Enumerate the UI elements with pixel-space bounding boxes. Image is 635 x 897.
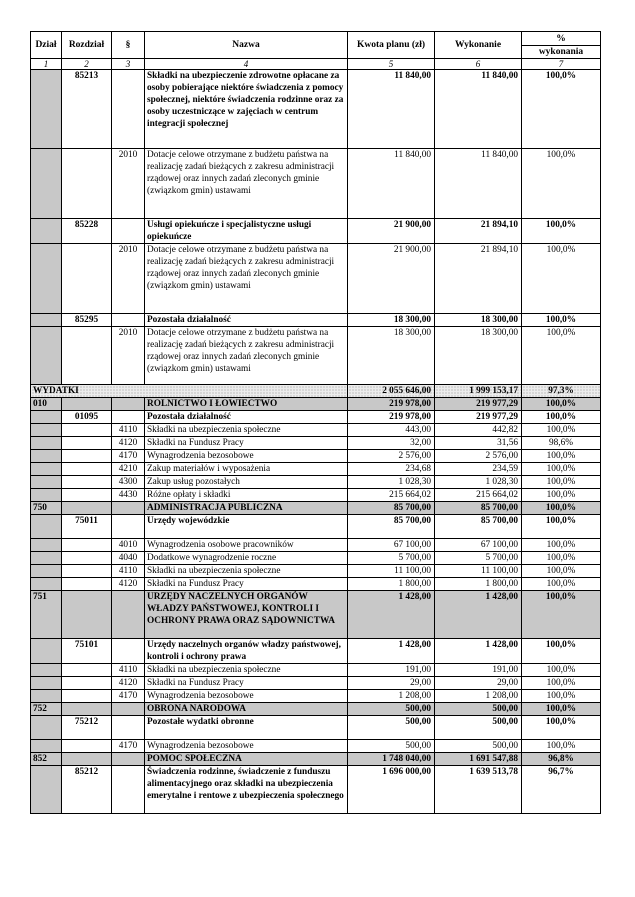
- execution-value: 1 208,00: [435, 690, 522, 703]
- paragraf-code: [112, 502, 145, 515]
- budget-table: [30, 31, 601, 814]
- table-row: [31, 219, 601, 244]
- paragraf-code: 4210: [112, 463, 145, 476]
- row-name: Składki na ubezpieczenie zdrowotne opłacane za osoby pobierające niektóre świadczenia z pomocy społecznej, niektóre świadczenia rodzinne oraz za osoby uczestniczące w zajęciach w centrum integracji społecznej: [145, 70, 348, 149]
- row-name: Pozostała działalność: [145, 314, 348, 327]
- execution-value: 1 999 153,17: [435, 385, 522, 398]
- table-body: [31, 70, 601, 814]
- rozdzial-code: [62, 664, 112, 677]
- table-row: [31, 716, 601, 740]
- row-name: Zakup usług pozostałych: [145, 476, 348, 489]
- percent-value: 100,0%: [522, 149, 601, 219]
- percent-value: 100,0%: [522, 327, 601, 385]
- percent-value: 96,7%: [522, 766, 601, 814]
- plan-value: 500,00: [348, 703, 435, 716]
- paragraf-code: 4120: [112, 437, 145, 450]
- paragraf-code: 4170: [112, 450, 145, 463]
- execution-value: 1 800,00: [435, 578, 522, 591]
- dzial-code: [31, 565, 62, 578]
- row-name: Usługi opiekuńcze i specjalistyczne usługi opiekuńcze: [145, 219, 348, 244]
- percent-value: 100,0%: [522, 740, 601, 753]
- rozdzial-code: [62, 539, 112, 552]
- percent-value: 100,0%: [522, 450, 601, 463]
- dzial-code: [31, 70, 62, 149]
- table-row: [31, 591, 601, 639]
- plan-value: 500,00: [348, 716, 435, 740]
- row-name: Wynagrodzenia osobowe pracowników: [145, 539, 348, 552]
- table-row: [31, 489, 601, 502]
- percent-value: 100,0%: [522, 716, 601, 740]
- execution-value: 67 100,00: [435, 539, 522, 552]
- paragraf-code: [112, 591, 145, 639]
- table-row: [31, 677, 601, 690]
- percent-value: 100,0%: [522, 463, 601, 476]
- plan-value: 2 055 646,00: [348, 385, 435, 398]
- rozdzial-code: [62, 677, 112, 690]
- header-paragraf: §: [112, 32, 145, 59]
- paragraf-code: 4430: [112, 489, 145, 502]
- plan-value: 11 100,00: [348, 565, 435, 578]
- rozdzial-code: [62, 437, 112, 450]
- percent-value: 100,0%: [522, 411, 601, 424]
- plan-value: 1 748 040,00: [348, 753, 435, 766]
- dzial-code: [31, 327, 62, 385]
- execution-value: 234,59: [435, 463, 522, 476]
- dzial-code: [31, 690, 62, 703]
- dzial-code: [31, 424, 62, 437]
- plan-value: 1 028,30: [348, 476, 435, 489]
- percent-value: 100,0%: [522, 398, 601, 411]
- execution-value: 18 300,00: [435, 327, 522, 385]
- dzial-code: [31, 639, 62, 664]
- paragraf-code: 2010: [112, 327, 145, 385]
- percent-value: 100,0%: [522, 578, 601, 591]
- dzial-code: [31, 244, 62, 314]
- paragraf-code: 4120: [112, 677, 145, 690]
- plan-value: 85 700,00: [348, 515, 435, 539]
- percent-value: 100,0%: [522, 677, 601, 690]
- row-name: ADMINISTRACJA PUBLICZNA: [145, 502, 348, 515]
- plan-value: 29,00: [348, 677, 435, 690]
- execution-value: 191,00: [435, 664, 522, 677]
- execution-value: 5 700,00: [435, 552, 522, 565]
- rozdzial-code: [62, 489, 112, 502]
- percent-value: 100,0%: [522, 639, 601, 664]
- rozdzial-code: [62, 502, 112, 515]
- percent-value: 100,0%: [522, 515, 601, 539]
- execution-value: 2 576,00: [435, 450, 522, 463]
- dzial-code: [31, 740, 62, 753]
- table-row: [31, 149, 601, 219]
- dzial-code: 752: [31, 703, 62, 716]
- percent-value: 100,0%: [522, 314, 601, 327]
- execution-value: 11 100,00: [435, 565, 522, 578]
- row-name: ROLNICTWO I ŁOWIECTWO: [145, 398, 348, 411]
- execution-value: 11 840,00: [435, 70, 522, 149]
- rozdzial-code: [62, 398, 112, 411]
- row-name: Dotacje celowe otrzymane z budżetu państwa na realizację zadań bieżących z zakresu administracji rządowej oraz innych zadań zleconych gminie (związkom gmin) ustawami: [145, 149, 348, 219]
- rozdzial-code: [62, 149, 112, 219]
- table-row: [31, 437, 601, 450]
- percent-value: 100,0%: [522, 424, 601, 437]
- dzial-code: [31, 716, 62, 740]
- percent-value: 100,0%: [522, 502, 601, 515]
- rozdzial-code: 75011: [62, 515, 112, 539]
- header-pct: [522, 32, 601, 59]
- paragraf-code: [112, 314, 145, 327]
- rozdzial-code: [62, 740, 112, 753]
- rozdzial-code: [62, 703, 112, 716]
- percent-value: 100,0%: [522, 539, 601, 552]
- row-name: Dotacje celowe otrzymane z budżetu państwa na realizację zadań bieżących z zakresu administracji rządowej oraz innych zadań zleconych gminie (związkom gmin) ustawami: [145, 327, 348, 385]
- paragraf-code: [112, 70, 145, 149]
- rozdzial-code: [62, 424, 112, 437]
- plan-value: 5 700,00: [348, 552, 435, 565]
- table-row: [31, 690, 601, 703]
- header-nazwa: Nazwa: [145, 32, 348, 59]
- execution-value: 85 700,00: [435, 515, 522, 539]
- dzial-code: [31, 578, 62, 591]
- dzial-code: 750: [31, 502, 62, 515]
- table-row: [31, 411, 601, 424]
- table-row: [31, 664, 601, 677]
- paragraf-code: 2010: [112, 149, 145, 219]
- plan-value: 1 696 000,00: [348, 766, 435, 814]
- colnum: 4: [145, 59, 348, 70]
- paragraf-code: [112, 639, 145, 664]
- header-pct-symbol: %: [522, 33, 600, 46]
- table-row: [31, 398, 601, 411]
- row-name: Wynagrodzenia bezosobowe: [145, 690, 348, 703]
- table-row: [31, 463, 601, 476]
- dzial-code: [31, 411, 62, 424]
- dzial-code: 751: [31, 591, 62, 639]
- dzial-code: [31, 219, 62, 244]
- row-name: Składki na Fundusz Pracy: [145, 578, 348, 591]
- row-name: Zakup materiałów i wyposażenia: [145, 463, 348, 476]
- rozdzial-code: 85228: [62, 219, 112, 244]
- percent-value: 100,0%: [522, 591, 601, 639]
- percent-value: 100,0%: [522, 476, 601, 489]
- colnum: 2: [62, 59, 112, 70]
- rozdzial-code: [62, 578, 112, 591]
- paragraf-code: 2010: [112, 244, 145, 314]
- table-row: [31, 703, 601, 716]
- execution-value: 1 691 547,88: [435, 753, 522, 766]
- table-row: [31, 244, 601, 314]
- table-row: [31, 385, 601, 398]
- rozdzial-code: [62, 690, 112, 703]
- table-row: [31, 515, 601, 539]
- dzial-code: [31, 437, 62, 450]
- table-row: [31, 70, 601, 149]
- execution-value: 219 977,29: [435, 411, 522, 424]
- plan-value: 21 900,00: [348, 244, 435, 314]
- rozdzial-code: [62, 463, 112, 476]
- paragraf-code: 4170: [112, 740, 145, 753]
- execution-value: 11 840,00: [435, 149, 522, 219]
- row-name: Wynagrodzenia bezosobowe: [145, 740, 348, 753]
- paragraf-code: 4120: [112, 578, 145, 591]
- rozdzial-code: [62, 244, 112, 314]
- rozdzial-code: 01095: [62, 411, 112, 424]
- percent-value: 100,0%: [522, 244, 601, 314]
- rozdzial-code: 75101: [62, 639, 112, 664]
- paragraf-code: [112, 411, 145, 424]
- execution-value: 219 977,29: [435, 398, 522, 411]
- percent-value: 100,0%: [522, 552, 601, 565]
- execution-value: 1 028,30: [435, 476, 522, 489]
- rozdzial-code: 75212: [62, 716, 112, 740]
- budget-document: [30, 31, 600, 814]
- header-row: [31, 32, 601, 59]
- dzial-code: [31, 766, 62, 814]
- rozdzial-code: [62, 450, 112, 463]
- dzial-code: [31, 515, 62, 539]
- paragraf-code: 4110: [112, 565, 145, 578]
- execution-value: 31,56: [435, 437, 522, 450]
- header-dzial: Dział: [31, 32, 62, 59]
- table-row: [31, 565, 601, 578]
- colnum: 7: [522, 59, 601, 70]
- paragraf-code: [112, 716, 145, 740]
- table-row: [31, 450, 601, 463]
- table-row: [31, 753, 601, 766]
- paragraf-code: 4110: [112, 664, 145, 677]
- plan-value: 2 576,00: [348, 450, 435, 463]
- plan-value: 11 840,00: [348, 149, 435, 219]
- paragraf-code: [112, 766, 145, 814]
- execution-value: 215 664,02: [435, 489, 522, 502]
- dzial-code: [31, 677, 62, 690]
- dzial-code: 010: [31, 398, 62, 411]
- paragraf-code: 4040: [112, 552, 145, 565]
- row-name: Składki na ubezpieczenia społeczne: [145, 565, 348, 578]
- rozdzial-code: [62, 591, 112, 639]
- execution-value: 18 300,00: [435, 314, 522, 327]
- percent-value: 98,6%: [522, 437, 601, 450]
- dzial-code: [31, 489, 62, 502]
- table-row: [31, 476, 601, 489]
- dzial-code: [31, 314, 62, 327]
- execution-value: 500,00: [435, 703, 522, 716]
- paragraf-code: 4010: [112, 539, 145, 552]
- paragraf-code: [112, 753, 145, 766]
- header-wykonanie: Wykonanie: [435, 32, 522, 59]
- execution-value: 1 428,00: [435, 639, 522, 664]
- rozdzial-code: [62, 753, 112, 766]
- rozdzial-code: [62, 476, 112, 489]
- table-row: [31, 502, 601, 515]
- plan-value: 219 978,00: [348, 411, 435, 424]
- execution-value: 29,00: [435, 677, 522, 690]
- row-name: Dotacje celowe otrzymane z budżetu państwa na realizację zadań bieżących z zakresu administracji rządowej oraz innych zadań zleconych gminie (związkom gmin) ustawami: [145, 244, 348, 314]
- row-name: Składki na ubezpieczenia społeczne: [145, 664, 348, 677]
- colnum: 5: [348, 59, 435, 70]
- paragraf-code: [112, 398, 145, 411]
- execution-value: 21 894,10: [435, 244, 522, 314]
- dzial-code: [31, 149, 62, 219]
- plan-value: 215 664,02: [348, 489, 435, 502]
- table-row: [31, 766, 601, 814]
- row-name: Urzędy naczelnych organów władzy państwowej, kontroli i ochrony prawa: [145, 639, 348, 664]
- table-row: [31, 639, 601, 664]
- row-name: Urzędy wojewódzkie: [145, 515, 348, 539]
- plan-value: 21 900,00: [348, 219, 435, 244]
- row-name: Świadczenia rodzinne, świadczenie z funduszu alimentacyjnego oraz składki na ubezpieczenia emerytalne i rentowe z ubezpieczenia społecznego: [145, 766, 348, 814]
- plan-value: 18 300,00: [348, 327, 435, 385]
- execution-value: 1 428,00: [435, 591, 522, 639]
- plan-value: 500,00: [348, 740, 435, 753]
- execution-value: 85 700,00: [435, 502, 522, 515]
- row-name: Dodatkowe wynagrodzenie roczne: [145, 552, 348, 565]
- table-row: [31, 327, 601, 385]
- table-row: [31, 539, 601, 552]
- plan-value: 67 100,00: [348, 539, 435, 552]
- rozdzial-code: [62, 327, 112, 385]
- dzial-code: [31, 450, 62, 463]
- percent-value: 96,8%: [522, 753, 601, 766]
- row-name: Pozostała działalność: [145, 411, 348, 424]
- rozdzial-code: 85212: [62, 766, 112, 814]
- colnum: 6: [435, 59, 522, 70]
- execution-value: 500,00: [435, 716, 522, 740]
- percent-value: 100,0%: [522, 664, 601, 677]
- table-row: [31, 552, 601, 565]
- header-pct-label: wykonania: [538, 46, 584, 57]
- paragraf-code: [112, 515, 145, 539]
- table-row: [31, 578, 601, 591]
- dzial-code: [31, 463, 62, 476]
- percent-value: 100,0%: [522, 219, 601, 244]
- column-number-row: [31, 59, 601, 70]
- rozdzial-code: 85295: [62, 314, 112, 327]
- dzial-code: [31, 539, 62, 552]
- execution-value: 21 894,10: [435, 219, 522, 244]
- dzial-code: 852: [31, 753, 62, 766]
- table-row: [31, 740, 601, 753]
- percent-value: 100,0%: [522, 703, 601, 716]
- paragraf-code: 4170: [112, 690, 145, 703]
- plan-value: 85 700,00: [348, 502, 435, 515]
- plan-value: 18 300,00: [348, 314, 435, 327]
- row-name: Składki na Fundusz Pracy: [145, 437, 348, 450]
- total-label: WYDATKI: [31, 385, 348, 398]
- plan-value: 191,00: [348, 664, 435, 677]
- plan-value: 1 208,00: [348, 690, 435, 703]
- paragraf-code: 4300: [112, 476, 145, 489]
- paragraf-code: 4110: [112, 424, 145, 437]
- row-name: Wynagrodzenia bezosobowe: [145, 450, 348, 463]
- paragraf-code: [112, 219, 145, 244]
- percent-value: 100,0%: [522, 70, 601, 149]
- row-name: POMOC SPOŁECZNA: [145, 753, 348, 766]
- row-name: OBRONA NARODOWA: [145, 703, 348, 716]
- execution-value: 1 639 513,78: [435, 766, 522, 814]
- plan-value: 443,00: [348, 424, 435, 437]
- plan-value: 234,68: [348, 463, 435, 476]
- dzial-code: [31, 476, 62, 489]
- colnum: 1: [31, 59, 62, 70]
- execution-value: 442,82: [435, 424, 522, 437]
- header-rozdzial: Rozdział: [62, 32, 112, 59]
- plan-value: 1 800,00: [348, 578, 435, 591]
- percent-value: 100,0%: [522, 489, 601, 502]
- row-name: URZĘDY NACZELNYCH ORGANÓW WŁADZY PAŃSTWOWEJ, KONTROLI I OCHRONY PRAWA ORAZ SĄDOWNICTWA: [145, 591, 348, 639]
- dzial-code: [31, 664, 62, 677]
- plan-value: 219 978,00: [348, 398, 435, 411]
- row-name: Składki na ubezpieczenia społeczne: [145, 424, 348, 437]
- rozdzial-code: [62, 565, 112, 578]
- table-row: [31, 424, 601, 437]
- paragraf-code: [112, 703, 145, 716]
- dzial-code: [31, 552, 62, 565]
- row-name: Pozostałe wydatki obronne: [145, 716, 348, 740]
- plan-value: 11 840,00: [348, 70, 435, 149]
- row-name: Różne opłaty i składki: [145, 489, 348, 502]
- header-kwota: Kwota planu (zł): [348, 32, 435, 59]
- rozdzial-code: [62, 552, 112, 565]
- percent-value: 100,0%: [522, 565, 601, 578]
- execution-value: 500,00: [435, 740, 522, 753]
- percent-value: 100,0%: [522, 690, 601, 703]
- row-name: Składki na Fundusz Pracy: [145, 677, 348, 690]
- plan-value: 1 428,00: [348, 591, 435, 639]
- colnum: 3: [112, 59, 145, 70]
- rozdzial-code: 85213: [62, 70, 112, 149]
- percent-value: 97,3%: [522, 385, 601, 398]
- table-row: [31, 314, 601, 327]
- plan-value: 32,00: [348, 437, 435, 450]
- plan-value: 1 428,00: [348, 639, 435, 664]
